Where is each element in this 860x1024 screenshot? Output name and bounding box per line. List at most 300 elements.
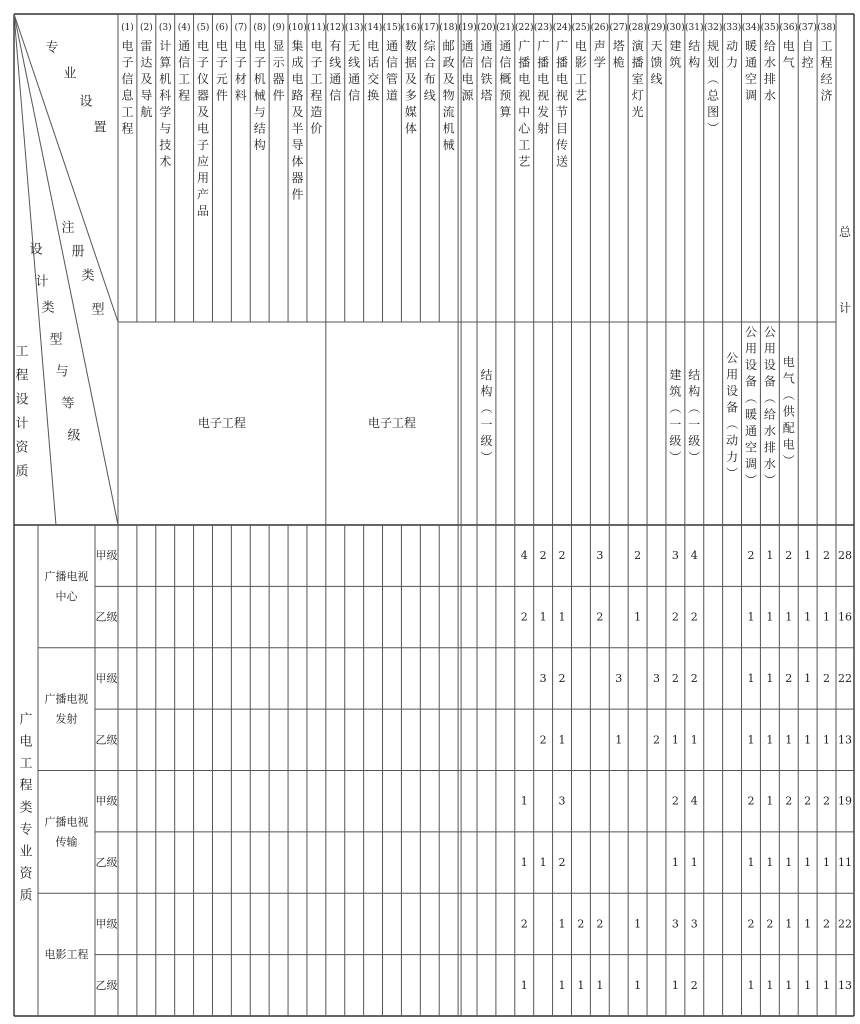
cell-value: 1: [634, 978, 642, 992]
svg-text:级: 级: [480, 434, 493, 448]
column-number: (35): [760, 23, 780, 33]
svg-text:馈: 馈: [650, 55, 663, 70]
column-name: [707, 38, 720, 136]
cell-value: 2: [671, 610, 679, 624]
register-utility-power: [726, 351, 738, 481]
svg-text:通: 通: [385, 39, 398, 53]
cell-value: 3: [615, 671, 623, 685]
svg-text:道: 道: [385, 88, 398, 103]
column-number: (37): [798, 23, 817, 33]
svg-text:电: 电: [291, 72, 304, 86]
row-total: 11: [838, 856, 852, 870]
svg-text:播: 播: [631, 55, 644, 70]
svg-text:程: 程: [310, 88, 323, 103]
cell-value: 1: [766, 671, 774, 685]
column-number: (8): [253, 23, 267, 33]
cell-value: 2: [520, 610, 528, 624]
svg-text:电: 电: [234, 39, 247, 53]
svg-text:︵: ︵: [480, 401, 493, 415]
column-number: (31): [685, 23, 704, 33]
column-number: (21): [496, 23, 515, 33]
svg-text:射: 射: [537, 121, 550, 136]
svg-text:送: 送: [556, 154, 569, 169]
row-total: 19: [838, 794, 852, 808]
svg-text:影: 影: [574, 55, 587, 70]
corner-design-char: 设: [29, 242, 43, 258]
svg-text:件: 件: [291, 187, 304, 202]
cell-value: 1: [804, 978, 812, 992]
column-name: [556, 38, 568, 169]
cell-value: 1: [539, 610, 547, 624]
corner-register-char: 册: [71, 244, 85, 260]
svg-text:播: 播: [518, 55, 531, 70]
cell-value: 1: [558, 978, 566, 992]
svg-text:声: 声: [593, 39, 606, 53]
svg-text:广: 广: [556, 39, 569, 53]
svg-text:设: 设: [726, 384, 739, 398]
svg-text:级: 级: [688, 434, 701, 448]
svg-text:通: 通: [499, 39, 512, 53]
svg-text:程: 程: [121, 121, 134, 136]
svg-text:︵: ︵: [763, 391, 776, 405]
cell-value: 1: [766, 549, 774, 563]
svg-text:子: 子: [310, 55, 323, 70]
svg-text:媒: 媒: [404, 105, 417, 119]
svg-text:播: 播: [556, 55, 569, 70]
cell-value: 1: [747, 856, 755, 870]
cell-value: 2: [785, 549, 793, 563]
svg-text:信: 信: [461, 55, 474, 70]
column-name: [121, 38, 134, 136]
svg-text:传: 传: [556, 138, 569, 152]
svg-text:广: 广: [518, 39, 531, 53]
register-architecture: [669, 367, 681, 465]
cell-value: 1: [747, 733, 755, 747]
total-header-char: 总: [838, 225, 852, 239]
svg-text:电: 电: [253, 39, 266, 53]
grade-label: 乙级: [95, 978, 118, 992]
svg-text:资: 资: [19, 866, 33, 882]
grade-label: 甲级: [95, 917, 118, 931]
column-number: (5): [196, 23, 210, 33]
svg-text:程: 程: [19, 778, 33, 794]
svg-text:业: 业: [19, 844, 33, 860]
svg-text:线: 线: [423, 88, 436, 103]
grade-label: 乙级: [95, 733, 118, 747]
svg-text:件: 件: [215, 88, 228, 103]
column-number: (17): [420, 23, 440, 33]
column-name: [140, 39, 152, 119]
cell-value: 1: [823, 856, 831, 870]
grade-label: 甲级: [95, 794, 118, 808]
cell-value: 2: [804, 794, 812, 808]
cell-value: 1: [823, 978, 831, 992]
svg-text:经: 经: [820, 72, 833, 86]
cell-value: 4: [690, 794, 698, 808]
row-total: 16: [838, 610, 852, 624]
svg-text:与: 与: [253, 105, 266, 119]
svg-text:备: 备: [763, 374, 776, 389]
column-name: [575, 38, 587, 103]
cell-value: 2: [690, 978, 698, 992]
group-name: 传输: [55, 835, 78, 849]
svg-text:动: 动: [726, 433, 739, 448]
svg-text:塔: 塔: [612, 39, 625, 53]
svg-text:建: 建: [669, 39, 682, 53]
cell-value: 2: [671, 794, 679, 808]
svg-text:学: 学: [159, 105, 172, 119]
corner-setting-char: 设: [79, 94, 93, 110]
cell-value: 1: [671, 733, 679, 747]
svg-text:导: 导: [140, 88, 153, 103]
svg-text:子: 子: [234, 55, 247, 70]
cell-value: 1: [766, 733, 774, 747]
cell-value: 1: [747, 671, 755, 685]
group-name: 发射: [55, 712, 78, 726]
corner-design-char: 级: [67, 428, 81, 444]
column-name: [613, 39, 625, 70]
cell-value: 1: [520, 794, 528, 808]
register-structure-a: [480, 367, 492, 465]
column-name: [386, 39, 398, 103]
column-name: [669, 38, 681, 70]
cell-value: 3: [558, 794, 566, 808]
svg-text:信: 信: [178, 55, 191, 70]
svg-text:子: 子: [121, 55, 134, 70]
cell-value: 1: [634, 610, 642, 624]
column-number: (4): [177, 23, 191, 33]
column-name: [254, 38, 266, 152]
column-name: [537, 38, 549, 136]
column-name: [726, 38, 738, 70]
svg-text:体: 体: [404, 121, 417, 136]
svg-text:体: 体: [291, 154, 304, 169]
svg-text:动: 动: [726, 39, 739, 53]
svg-text:︵: ︵: [726, 417, 739, 431]
svg-text:路: 路: [291, 88, 304, 103]
svg-text:半: 半: [291, 121, 304, 136]
corner-setting-char: 专: [45, 40, 59, 56]
svg-text:给: 给: [763, 407, 776, 422]
svg-text:机: 机: [442, 121, 455, 136]
svg-text:桅: 桅: [612, 55, 625, 70]
cell-value: 1: [785, 733, 793, 747]
cell-value: 2: [596, 917, 604, 931]
corner-design-char: 型: [49, 332, 63, 348]
svg-text:元: 元: [215, 72, 228, 86]
column-name: [499, 39, 511, 119]
svg-text:用: 用: [726, 367, 739, 382]
group-name: 广播电视: [44, 692, 89, 706]
svg-text:广: 广: [19, 712, 33, 728]
column-number: (28): [628, 23, 647, 33]
svg-text:︶: ︶: [688, 450, 701, 465]
cell-value: 2: [539, 733, 547, 747]
svg-text:︶: ︶: [707, 121, 720, 136]
cell-value: 1: [823, 610, 831, 624]
svg-text:程: 程: [820, 55, 833, 70]
svg-text:结: 结: [480, 368, 493, 382]
svg-text:机: 机: [253, 72, 266, 86]
column-name: [424, 38, 437, 103]
svg-text:器: 器: [197, 88, 210, 103]
corner-setting-char: 置: [93, 120, 107, 136]
corner-qual-char: 设: [15, 392, 29, 408]
column-number: (33): [722, 23, 742, 33]
svg-text:水: 水: [763, 88, 776, 103]
cell-value: 1: [785, 856, 793, 870]
svg-text:产: 产: [197, 187, 210, 202]
svg-text:子: 子: [253, 55, 266, 70]
svg-text:节: 节: [556, 105, 569, 119]
svg-text:用: 用: [744, 341, 757, 356]
svg-text:器: 器: [291, 171, 304, 185]
svg-text:质: 质: [19, 888, 33, 904]
grade-label: 乙级: [95, 610, 118, 624]
svg-text:雷: 雷: [140, 39, 153, 53]
svg-text:导: 导: [291, 138, 304, 152]
svg-text:信: 信: [329, 88, 342, 103]
svg-text:及: 及: [291, 105, 304, 119]
cell-value: 2: [653, 733, 660, 747]
cell-value: 1: [766, 610, 774, 624]
svg-text:工: 工: [518, 138, 531, 152]
cell-value: 2: [747, 917, 755, 931]
column-number: (13): [344, 23, 364, 33]
svg-text:图: 图: [707, 105, 720, 119]
cell-value: 1: [520, 978, 528, 992]
svg-text:电: 电: [518, 72, 531, 86]
svg-text:电: 电: [782, 437, 795, 452]
svg-text:线: 线: [650, 72, 663, 86]
svg-text:构: 构: [688, 55, 701, 70]
svg-text:天: 天: [650, 39, 663, 53]
column-name: [291, 38, 303, 202]
svg-text:播: 播: [537, 55, 550, 70]
cell-value: 2: [766, 917, 774, 931]
svg-text:息: 息: [121, 88, 134, 103]
cell-value: 2: [785, 794, 793, 808]
cell-value: 1: [520, 856, 528, 870]
svg-text:学: 学: [593, 55, 606, 70]
svg-text:线: 线: [329, 55, 342, 70]
svg-text:示: 示: [272, 55, 285, 70]
table-grid: [14, 14, 854, 1016]
svg-text:电: 电: [556, 72, 569, 86]
svg-text:应: 应: [197, 154, 210, 169]
svg-text:政: 政: [442, 55, 455, 70]
svg-text:管: 管: [385, 72, 398, 86]
cell-value: 2: [596, 610, 604, 624]
svg-text:多: 多: [404, 88, 417, 103]
row-total: 28: [838, 549, 852, 563]
svg-text:气: 气: [782, 55, 795, 70]
row-total: 13: [838, 978, 852, 992]
svg-text:信: 信: [121, 72, 134, 86]
corner-diagonal: [14, 14, 118, 322]
svg-text:公: 公: [763, 325, 776, 339]
svg-text:自: 自: [801, 39, 814, 53]
cell-value: 2: [747, 549, 755, 563]
column-number: (11): [307, 23, 326, 33]
cell-value: 1: [766, 856, 774, 870]
svg-text:划: 划: [707, 55, 720, 70]
svg-text:料: 料: [234, 88, 247, 103]
column-name: [764, 38, 776, 103]
column-name: [159, 38, 171, 169]
corner-design-char: 等: [61, 396, 75, 412]
grade-label: 甲级: [95, 671, 118, 685]
svg-text:造: 造: [310, 105, 323, 119]
cell-value: 1: [747, 978, 755, 992]
svg-text:构: 构: [688, 384, 701, 399]
column-number: (9): [272, 23, 285, 33]
svg-text:电: 电: [782, 39, 795, 53]
svg-text:︶: ︶: [669, 450, 682, 465]
cell-value: 1: [539, 856, 547, 870]
cell-value: 2: [747, 794, 755, 808]
svg-text:公: 公: [726, 351, 739, 365]
svg-text:概: 概: [499, 72, 512, 86]
column-number: (2): [139, 23, 153, 33]
column-name: [650, 39, 662, 86]
svg-text:及: 及: [197, 105, 210, 119]
svg-text:科: 科: [159, 88, 172, 103]
svg-text:心: 心: [518, 121, 531, 136]
svg-text:结: 结: [253, 121, 266, 136]
group-name: 广播电视: [44, 569, 89, 583]
corner-qual-char: 计: [15, 416, 29, 432]
group-name: 中心: [55, 589, 78, 603]
svg-text:航: 航: [140, 105, 153, 119]
cell-value: 1: [785, 978, 793, 992]
cell-value: 3: [653, 671, 660, 685]
cell-value: 1: [785, 917, 793, 931]
column-name: [235, 38, 247, 103]
column-number: (18): [439, 23, 458, 33]
svg-text:灯: 灯: [631, 88, 644, 103]
svg-text:信: 信: [385, 55, 398, 70]
svg-text:电: 电: [197, 39, 210, 53]
svg-text:电: 电: [782, 355, 795, 369]
svg-text:算: 算: [159, 55, 172, 70]
row-total: 22: [838, 917, 852, 931]
svg-text:通: 通: [744, 55, 757, 70]
cell-value: 1: [596, 978, 604, 992]
svg-text:电: 电: [121, 39, 134, 53]
svg-text:电: 电: [537, 72, 550, 86]
svg-text:力: 力: [726, 450, 739, 464]
svg-text:仪: 仪: [197, 72, 210, 86]
svg-text:集: 集: [291, 39, 304, 53]
svg-text:光: 光: [631, 105, 644, 119]
svg-text:综: 综: [423, 39, 436, 53]
column-number: (1): [121, 23, 134, 33]
svg-text:电: 电: [367, 39, 380, 53]
svg-text:艺: 艺: [518, 154, 531, 169]
register-structure-b: [688, 367, 700, 465]
svg-text:︶: ︶: [480, 450, 493, 465]
column-name: [367, 38, 379, 103]
cell-value: 4: [690, 549, 698, 563]
svg-text:达: 达: [140, 55, 153, 70]
corner-qual-char: 质: [15, 464, 29, 480]
svg-text:工: 工: [310, 72, 323, 86]
svg-text:电: 电: [574, 39, 587, 53]
column-name: [688, 38, 700, 70]
svg-text:筑: 筑: [669, 384, 682, 399]
svg-text:据: 据: [404, 55, 417, 70]
cell-value: 1: [804, 917, 812, 931]
svg-text:工: 工: [178, 72, 191, 86]
cell-value: 1: [785, 610, 793, 624]
svg-text:控: 控: [801, 55, 814, 70]
cell-value: 2: [671, 671, 679, 685]
corner-diagonal: [14, 14, 118, 525]
svg-text:一: 一: [688, 417, 701, 432]
side-label: [19, 713, 33, 904]
grade-label: 乙级: [95, 856, 118, 870]
svg-text:算: 算: [499, 105, 512, 119]
svg-text:布: 布: [423, 72, 436, 86]
svg-text:电: 电: [310, 39, 323, 53]
column-number: (20): [477, 23, 496, 33]
svg-text:中: 中: [518, 105, 531, 119]
svg-text:水: 水: [763, 55, 776, 70]
svg-text:通: 通: [329, 72, 342, 86]
cell-value: 1: [804, 549, 812, 563]
svg-text:结: 结: [688, 368, 701, 382]
svg-text:与: 与: [159, 121, 172, 136]
svg-text:流: 流: [442, 105, 455, 119]
svg-text:通: 通: [178, 39, 191, 53]
svg-text:水: 水: [763, 424, 776, 438]
svg-text:︵: ︵: [688, 401, 701, 415]
cell-value: 1: [804, 733, 812, 747]
cell-value: 3: [539, 671, 547, 685]
svg-text:器: 器: [272, 72, 285, 86]
column-number: (22): [514, 23, 534, 33]
cell-value: 4: [520, 549, 528, 563]
svg-text:︶: ︶: [763, 473, 776, 488]
svg-text:公: 公: [744, 325, 757, 339]
svg-text:话: 话: [367, 55, 380, 70]
cell-value: 1: [823, 733, 831, 747]
cell-value: 1: [558, 733, 566, 747]
svg-text:总: 总: [707, 88, 720, 103]
svg-text:合: 合: [423, 55, 436, 70]
svg-text:程: 程: [178, 88, 191, 103]
svg-text:工: 工: [574, 72, 587, 86]
corner-qual-char: 资: [15, 440, 29, 456]
column-number: (14): [363, 23, 383, 33]
register-utility-water: [764, 325, 776, 488]
total-header-char: 计: [838, 301, 852, 315]
table-text: [15, 22, 852, 992]
cell-value: 1: [615, 733, 623, 747]
column-number: (23): [533, 23, 553, 33]
svg-text:电: 电: [197, 121, 210, 136]
svg-text:技: 技: [159, 138, 172, 152]
corner-setting-char: 业: [63, 66, 77, 82]
svg-text:有: 有: [329, 39, 342, 53]
svg-text:︵: ︵: [744, 391, 757, 405]
column-name: [821, 39, 833, 103]
svg-text:通: 通: [480, 39, 493, 53]
cell-value: 2: [690, 610, 698, 624]
column-number: (15): [382, 23, 402, 33]
column-number: (34): [741, 23, 761, 33]
